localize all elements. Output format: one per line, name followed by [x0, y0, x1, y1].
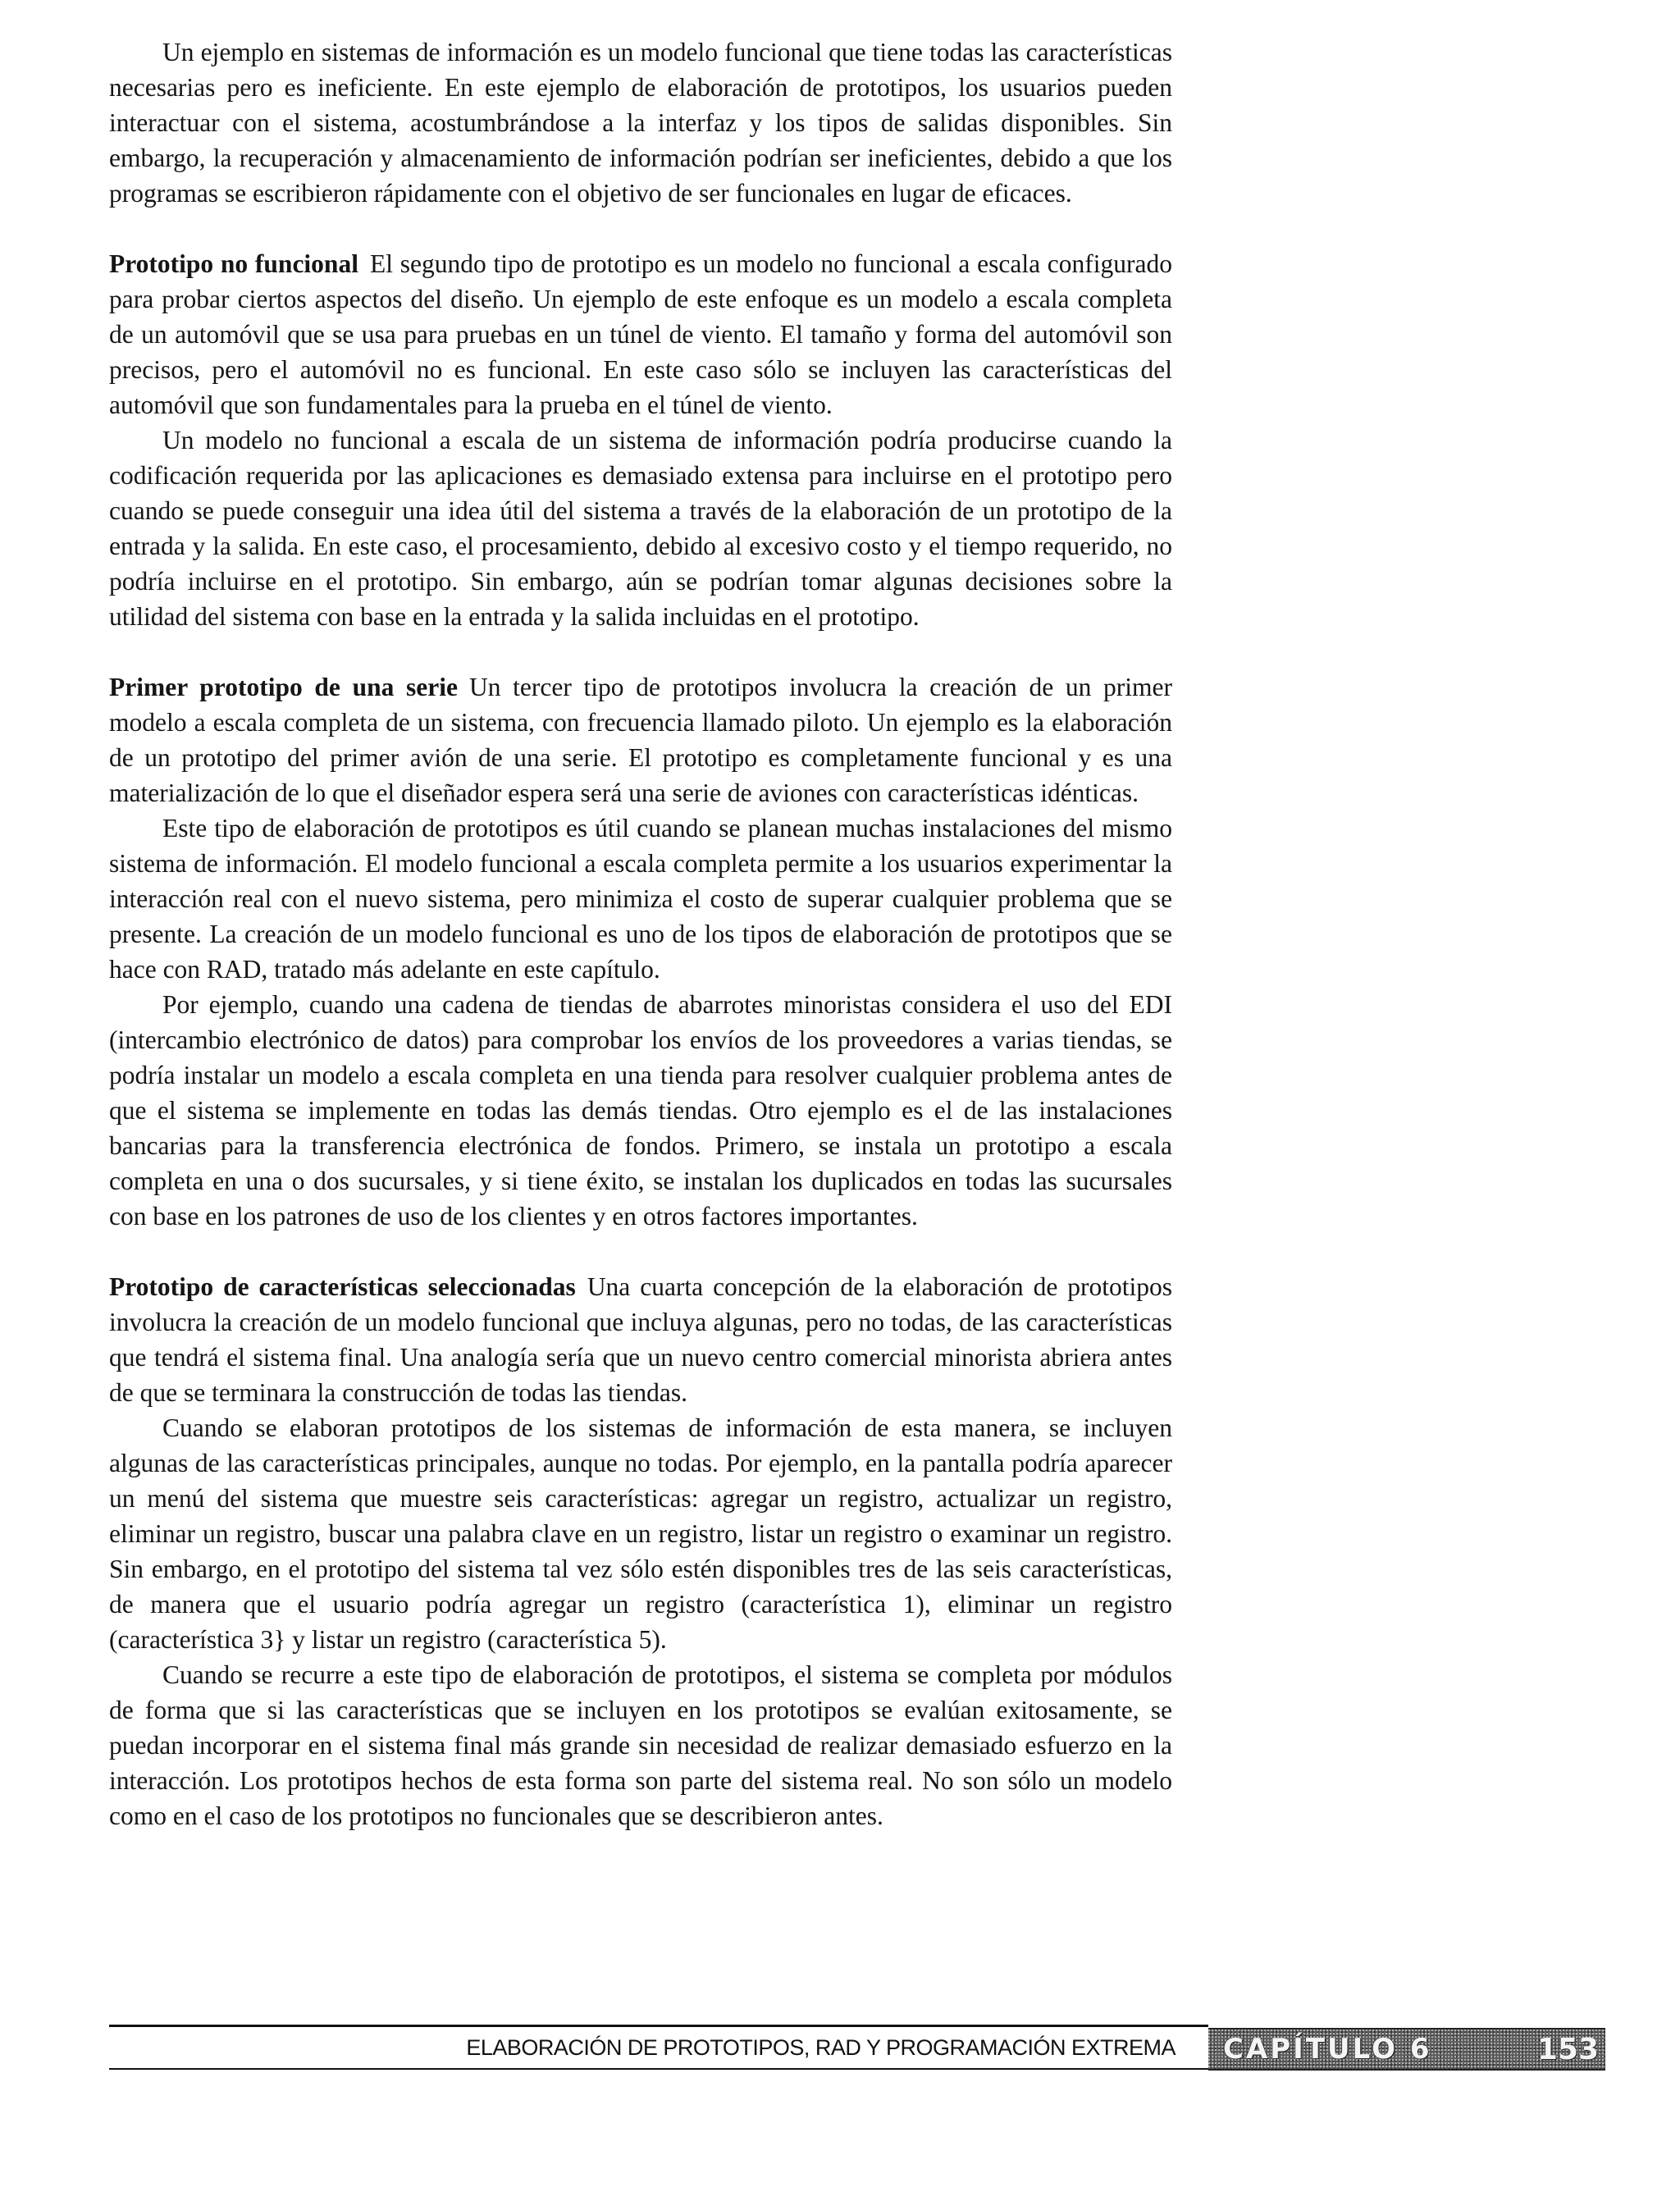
section-paragraph-caracteristicas-seleccionadas [109, 1269, 1172, 1410]
body-paragraph [109, 987, 1172, 1234]
running-title: ELABORACIÓN DE PROTOTIPOS, RAD Y PROGRAMACIÓN EXTREMA [466, 2035, 1176, 2060]
paragraph-text: Una cuarta concepción de la elaboración de prototipos involucra la creación de un modelo funcional que incluya algunas, pero no todas, de las características que tendrá el sistema final. Una analogía sería que un nuevo centro comercial minorista abriera antes de que se terminara la construcción de todas las tiendas. [109, 1272, 1172, 1407]
page-number: 153 [1536, 2033, 1599, 2066]
section-paragraph-prototipo-no-funcional [109, 246, 1172, 422]
section-heading: Prototipo de características seleccionadas [109, 1272, 576, 1301]
footer-rule-bottom [109, 2068, 1208, 2070]
body-paragraph [109, 1657, 1172, 1833]
chapter-label: CAPÍTULO 6 [1223, 2033, 1432, 2066]
body-paragraph [109, 422, 1172, 634]
section-paragraph-primer-prototipo [109, 669, 1172, 810]
body-paragraph [109, 810, 1172, 987]
paragraph-text: Por ejemplo, cuando una cadena de tiendas de abarrotes minoristas considera el uso del EDI (intercambio electrónico de datos) para comprobar los envíos de los proveedores a varias tiendas, se podría instalar un modelo a escala completa en una tienda para resolver cualquier problema antes de que el sistema se implemente en todas las demás tiendas. Otro ejemplo es el de las instalaciones bancarias para la transferencia electrónica de fondos. Primero, se instala un prototipo a escala completa en una o dos sucursales, y si tiene éxito, se instalan los duplicados en todas las sucursales con base en los patrones de uso de los clientes y en otros factores importantes. [109, 990, 1172, 1231]
body-paragraph [109, 34, 1172, 211]
section-heading: Prototipo no funcional [109, 249, 358, 278]
paragraph-text: Un modelo no funcional a escala de un sistema de información podría producirse cuando la codificación requerida por las aplicaciones es demasiado extensa para incluirse en el prototipo pero cuando se puede conseguir una idea útil del sistema a través de la elaboración de un prototipo de la entrada y la salida. En este caso, el procesamiento, debido al excesivo costo y el tiempo requerido, no podría incluirse en el prototipo. Sin embargo, aún se podrían tomar algunas decisiones sobre la utilidad del sistema con base en la entrada y la salida incluidas en el prototipo. [109, 426, 1172, 631]
footer-rule [109, 2025, 1208, 2027]
page-body [109, 34, 1172, 1833]
section-heading: Primer prototipo de una serie [109, 673, 458, 701]
paragraph-text: El segundo tipo de prototipo es un modelo no funcional a escala configurado para probar ciertos aspectos del diseño. Un ejemplo de este enfoque es un modelo a escala completa de un automóvil que se usa para pruebas en un túnel de viento. El tamaño y forma del automóvil son precisos, pero el automóvil no es funcional. En este caso sólo se incluyen las características del automóvil que son fundamentales para la prueba en el túnel de viento. [109, 249, 1172, 419]
paragraph-text: Un tercer tipo de prototipos involucra la creación de un primer modelo a escala completa de un sistema, con frecuencia llamado piloto. Un ejemplo es la elaboración de un prototipo del primer avión de una serie. El prototipo es completamente funcional y es una materialización de lo que el diseñador espera será una serie de aviones con características idénticas. [109, 673, 1172, 807]
paragraph-text: Este tipo de elaboración de prototipos es útil cuando se planean muchas instalaciones del mismo sistema de información. El modelo funcional a escala completa permite a los usuarios experimentar la interacción real con el nuevo sistema, pero minimiza el costo de superar cualquier problema que se presente. La creación de un modelo funcional es uno de los tipos de elaboración de prototipos que se hace con RAD, tratado más adelante en este capítulo. [109, 814, 1172, 984]
paragraph-text: Cuando se recurre a este tipo de elaboración de prototipos, el sistema se completa por módulos de forma que si las características que se incluyen en los prototipos se evalúan exitosamente, se puedan incorporar en el sistema final más grande sin necesidad de realizar demasiado esfuerzo en la interacción. Los prototipos hechos de esta forma son parte del sistema real. No son sólo un modelo como en el caso de los prototipos no funcionales que se describieron antes. [109, 1660, 1172, 1830]
paragraph-text: Cuando se elaboran prototipos de los sistemas de información de esta manera, se incluyen algunas de las características principales, aunque no todas. Por ejemplo, en la pantalla podría aparecer un menú del sistema que muestre seis características: agregar un registro, actualizar un registro, eliminar un registro, buscar una palabra clave en un registro, listar un registro o examinar un registro. Sin embargo, en el prototipo del sistema tal vez sólo estén disponibles tres de las seis características, de manera que el usuario podría agregar un registro (característica 1), eliminar un registro (característica 3} y listar un registro (característica 5). [109, 1413, 1172, 1654]
chapter-tab [1208, 2028, 1605, 2071]
paragraph-text: Un ejemplo en sistemas de información es un modelo funcional que tiene todas las características necesarias pero es ineficiente. En este ejemplo de elaboración de prototipos, los usuarios pueden interactuar con el sistema, acostumbrándose a la interfaz y los tipos de salidas disponibles. Sin embargo, la recuperación y almacenamiento de información podrían ser ineficientes, debido a que los programas se escribieron rápidamente con el objetivo de ser funcionales en lugar de eficaces. [109, 38, 1172, 208]
body-paragraph [109, 1410, 1172, 1657]
